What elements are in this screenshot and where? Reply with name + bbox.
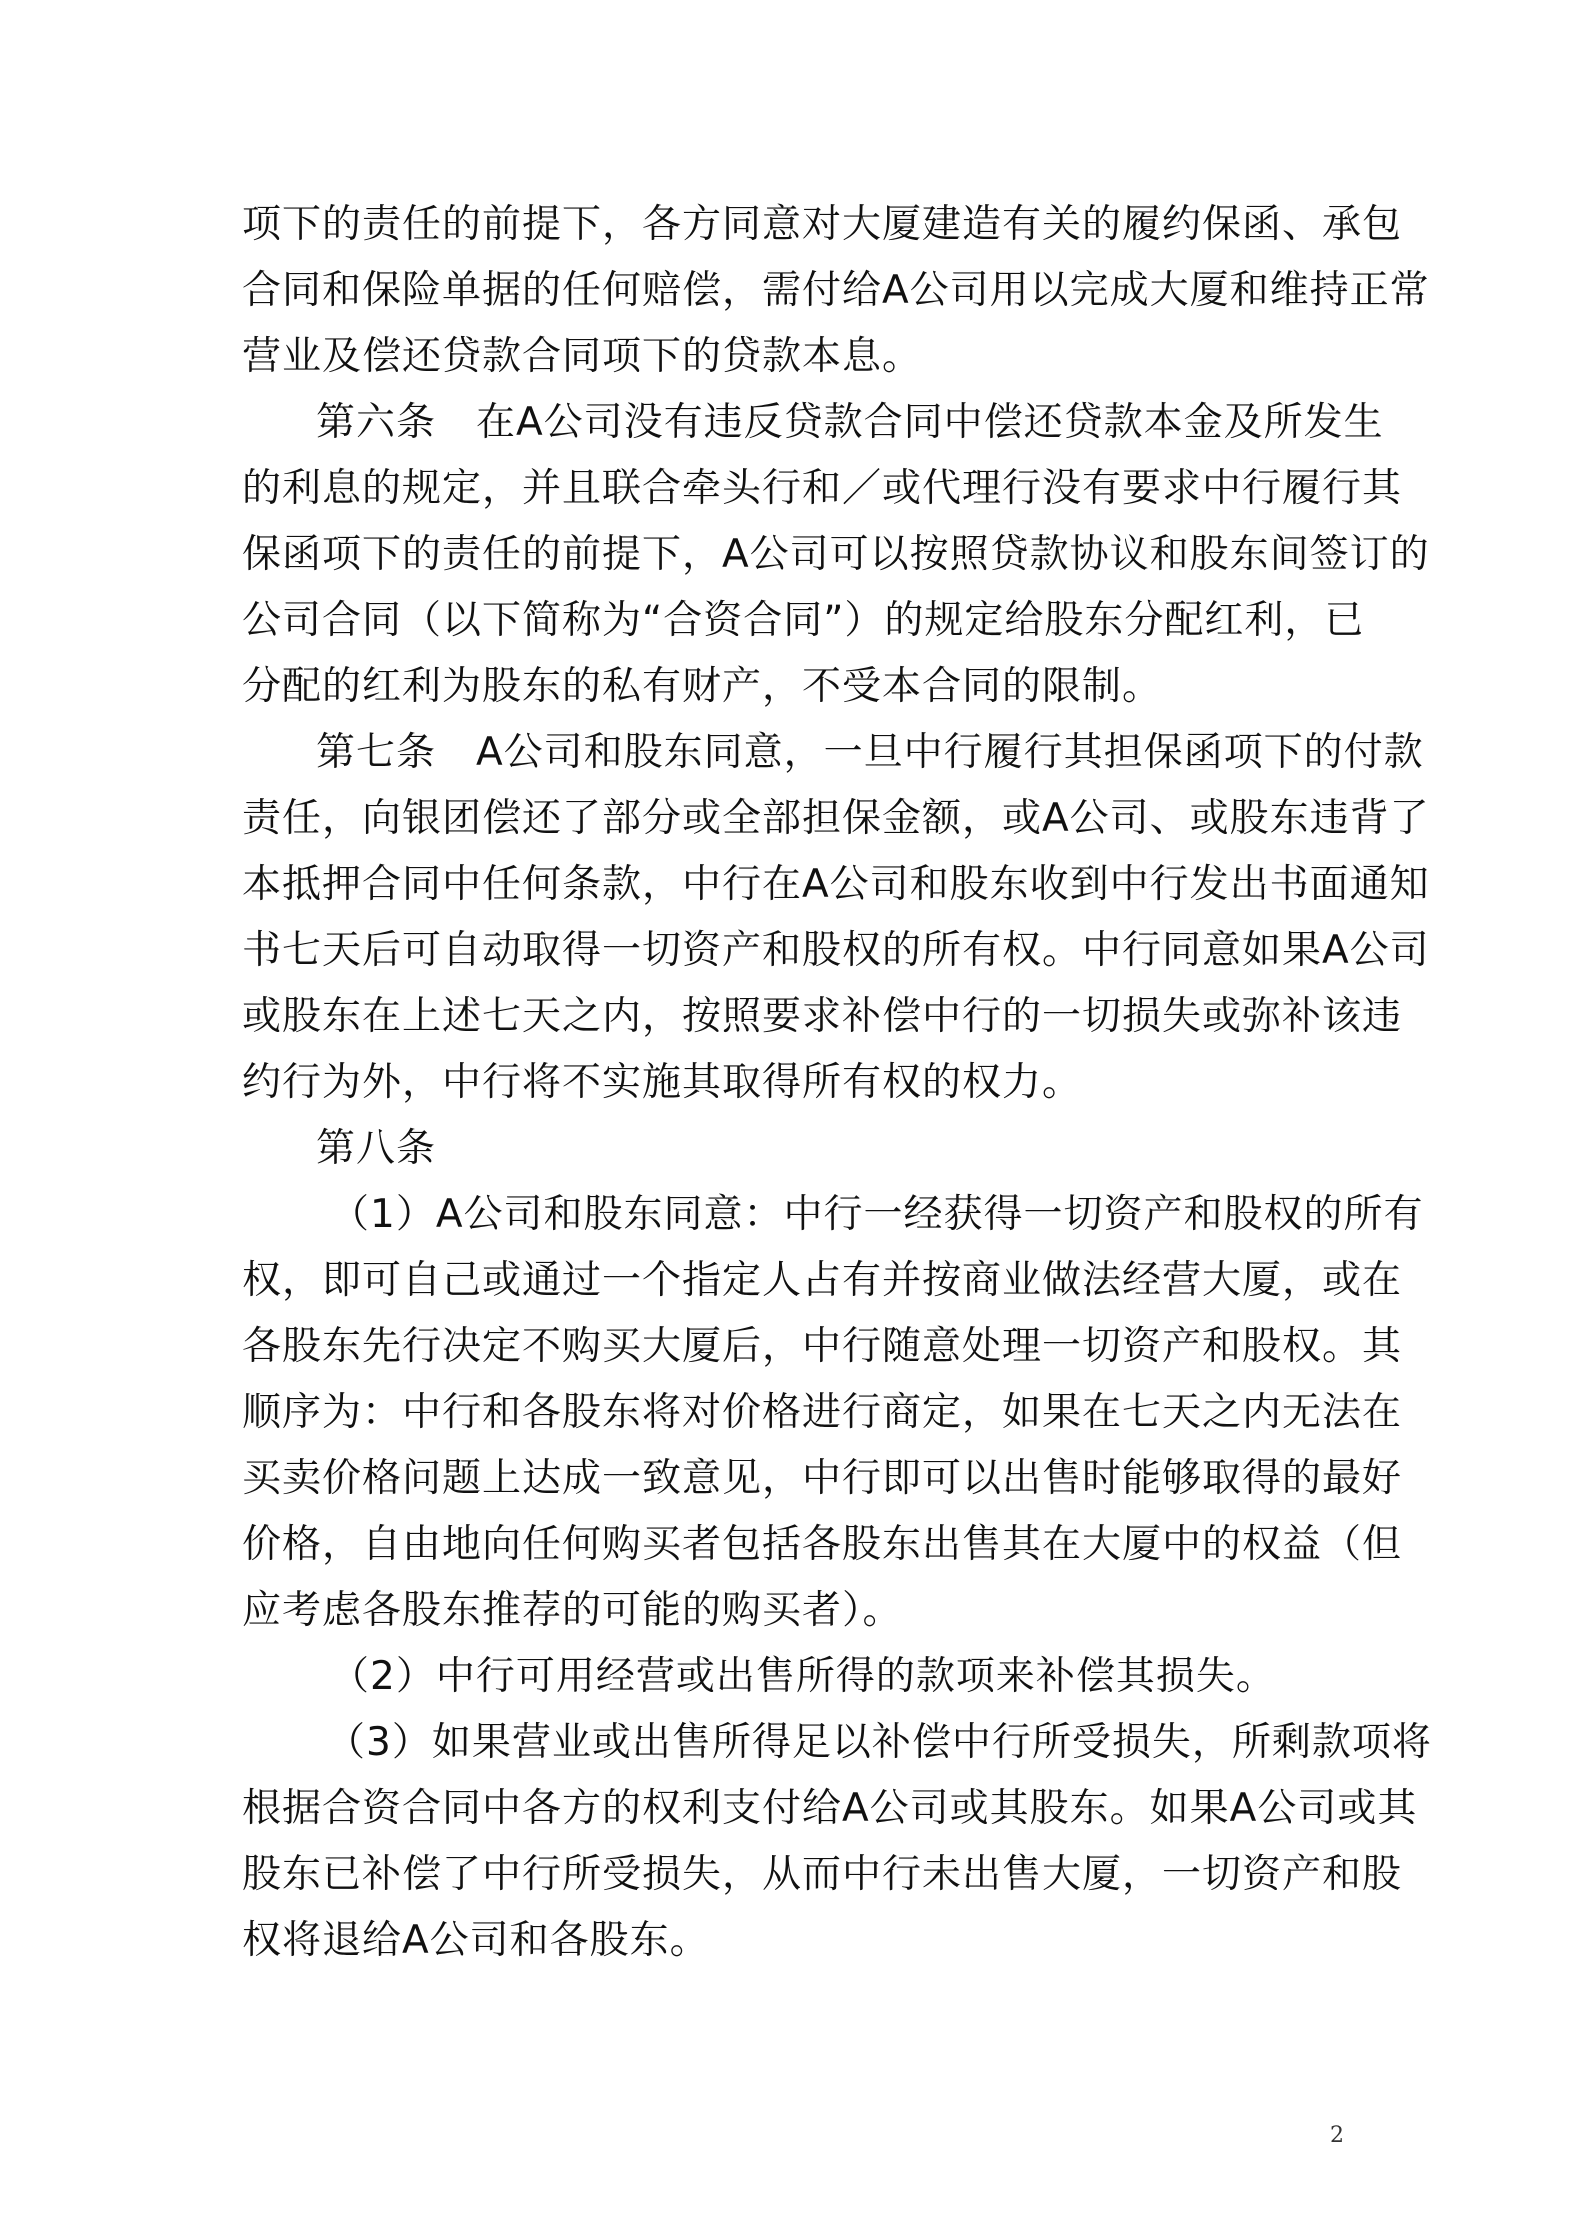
body-line: 营业及偿还贷款合同项下的贷款本息。 (242, 334, 923, 379)
body-line: 分配的红利为股东的私有财产，不受本合同的限制。 (242, 664, 1163, 709)
body-line: 应考虑各股东推荐的可能的购买者）。 (242, 1588, 903, 1633)
clause-2-line: （2）中行可用经营或出售所得的款项来补偿其损失。 (330, 1654, 1276, 1699)
body-line: 根据合资合同中各方的权利支付给A公司或其股东。如果A公司或其 (242, 1786, 1418, 1831)
body-line: 价格，自由地向任何购买者包括各股东出售其在大厦中的权益（但 (242, 1522, 1403, 1567)
body-line: 项下的责任的前提下，各方同意对大厦建造有关的履约保函、承包 (242, 202, 1403, 247)
article-8-heading: 第八条 (316, 1126, 437, 1171)
body-line: 书七天后可自动取得一切资产和股权的所有权。中行同意如果A公司 (242, 928, 1430, 973)
body-line: 合同和保险单据的任何赔偿，需付给A公司用以完成大厦和维持正常 (242, 268, 1430, 313)
clause-1-line: （1）A公司和股东同意：中行一经获得一切资产和股权的所有 (330, 1192, 1424, 1237)
body-line: 各股东先行决定不购买大厦后，中行随意处理一切资产和股权。其 (242, 1324, 1403, 1369)
body-line: 的利息的规定，并且联合牵头行和／或代理行没有要求中行履行其 (242, 466, 1403, 511)
body-line: 顺序为：中行和各股东将对价格进行商定，如果在七天之内无法在 (242, 1390, 1403, 1435)
body-line: 约行为外，中行将不实施其取得所有权的权力。 (242, 1060, 1083, 1105)
article-6-heading-line: 第六条 在A公司没有违反贷款合同中偿还贷款本金及所发生 (316, 400, 1384, 445)
article-7-heading-line: 第七条 A公司和股东同意，一旦中行履行其担保函项下的付款 (316, 730, 1424, 775)
clause-3-line: （3）如果营业或出售所得足以补偿中行所受损失，所剩款项将 (326, 1720, 1432, 1765)
document-body (242, 192, 1432, 1974)
body-line: 或股东在上述七天之内，按照要求补偿中行的一切损失或弥补该违 (242, 994, 1403, 1039)
body-line: 责任，向银团偿还了部分或全部担保金额，或A公司、或股东违背了 (242, 796, 1430, 841)
body-line: 股东已补偿了中行所受损失，从而中行未出售大厦，一切资产和股 (242, 1852, 1403, 1897)
body-line: 权将退给A公司和各股东。 (242, 1918, 710, 1963)
body-line: 买卖价格问题上达成一致意见，中行即可以出售时能够取得的最好 (242, 1456, 1403, 1501)
body-line: 保函项下的责任的前提下，A公司可以按照贷款协议和股东间签订的 (242, 532, 1430, 577)
body-line: 公司合同（以下简称为“合资合同”）的规定给股东分配红利，已 (242, 598, 1365, 643)
body-line: 本抵押合同中任何条款，中行在A公司和股东收到中行发出书面通知 (242, 862, 1430, 907)
page-number: 2 (1330, 2123, 1344, 2148)
body-line: 权，即可自己或通过一个指定人占有并按商业做法经营大厦，或在 (242, 1258, 1403, 1303)
